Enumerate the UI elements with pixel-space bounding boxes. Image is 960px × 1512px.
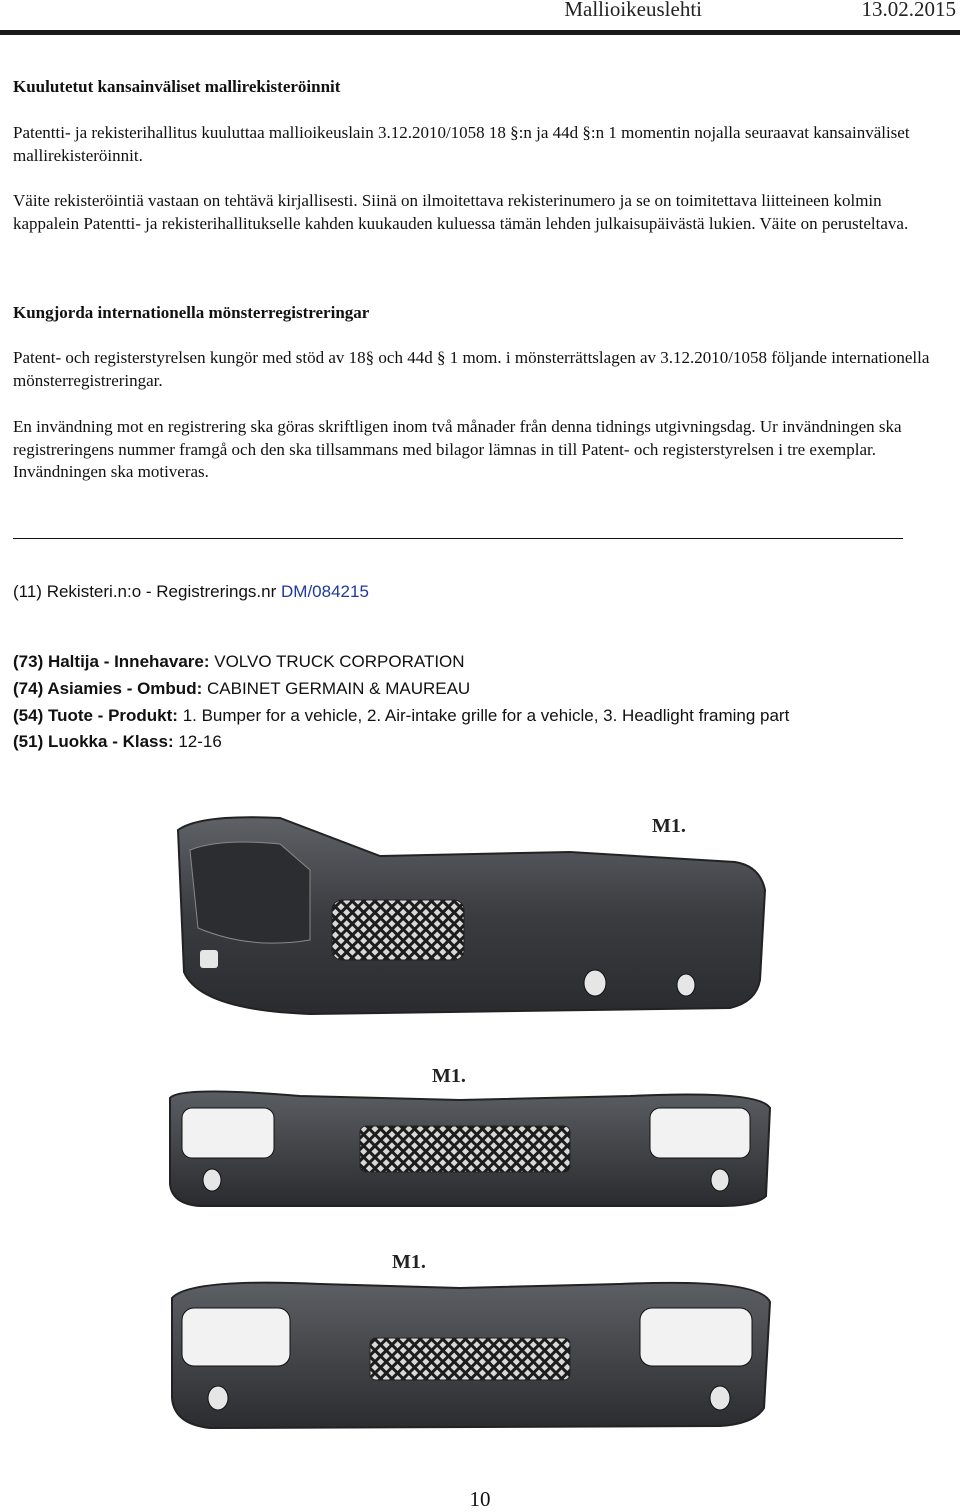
page-number: 10 [469,1487,491,1511]
registration-number-line [13,582,369,602]
section-title-swedish: Kungjorda internationella mönsterregistreringar [13,303,370,322]
figure-label: M1. [432,1065,466,1087]
agent-label: (74) Asiamies - Ombud: [13,679,203,698]
bumper-figure [160,800,780,1050]
air-intake-grille-figure [160,1056,780,1216]
product-line [13,706,789,726]
product-value: 1. Bumper for a vehicle, 2. Air-intake grille for a vehicle, 3. Headlight framing part [182,706,790,725]
section-title-finnish: Kuulutetut kansainväliset mallirekisteröinnit [13,77,341,96]
agent-line [13,679,470,699]
finnish-paragraph-1: Patentti- ja rekisterihallitus kuuluttaa mallioikeuslain 3.12.2010/1058 18 §:n ja 44d §:n 1 momentin nojalla seuraavat kansainväliset mallirekisteröinnit. [13,123,910,165]
figure-label: M1. [392,1251,426,1273]
holder-label: (73) Haltija - Innehavare: [13,652,210,671]
header-rule [0,30,960,35]
figure-label: M1. [652,815,686,837]
swedish-paragraph-2: En invändning mot en registrering ska göras skriftligen inom två månader från denna tidnings utgivningsdag. Ur invändningen ska registreringens nummer framgå och den ska tillsammans med bilagor lämnas in till Patent- och registerstyrelsen i tre exemplar. Invändningen ska motiveras. [13,417,902,481]
registration-number-label: (11) Rekisteri.n:o - Registrerings.nr [13,582,277,601]
publication-date: 13.02.2015 [861,0,956,21]
holder-value: VOLVO TRUCK CORPORATION [214,652,465,671]
product-label: (54) Tuote - Produkt: [13,706,178,725]
registration-number[interactable]: DM/084215 [281,582,369,601]
class-label: (51) Luokka - Klass: [13,732,174,751]
headlight-framing-part-figure [160,1238,780,1438]
swedish-paragraph-1: Patent- och registerstyrelsen kungör med stöd av 18§ och 44d § 1 mom. i mönsterrättslagen av 3.12.2010/1058 följande internationella mönsterregistreringar. [13,348,930,390]
class-value: 12-16 [178,732,222,751]
class-line [13,732,222,752]
publication-title: Mallioikeuslehti [564,0,702,21]
finnish-paragraph-2: Väite rekisteröintiä vastaan on tehtävä kirjallisesti. Siinä on ilmoitettava rekisterinumero ja se on toimitettava liitteineen kolmin kappalein Patentti- ja rekisterihallitukselle kahden kuukauden kuluessa tämän lehden julkaisupäivästä lukien. Väite on perusteltava. [13,191,909,233]
page-header [0,0,960,30]
agent-value: CABINET GERMAIN & MAUREAU [206,679,471,698]
holder-line [13,652,465,672]
separator-rule [13,538,903,539]
